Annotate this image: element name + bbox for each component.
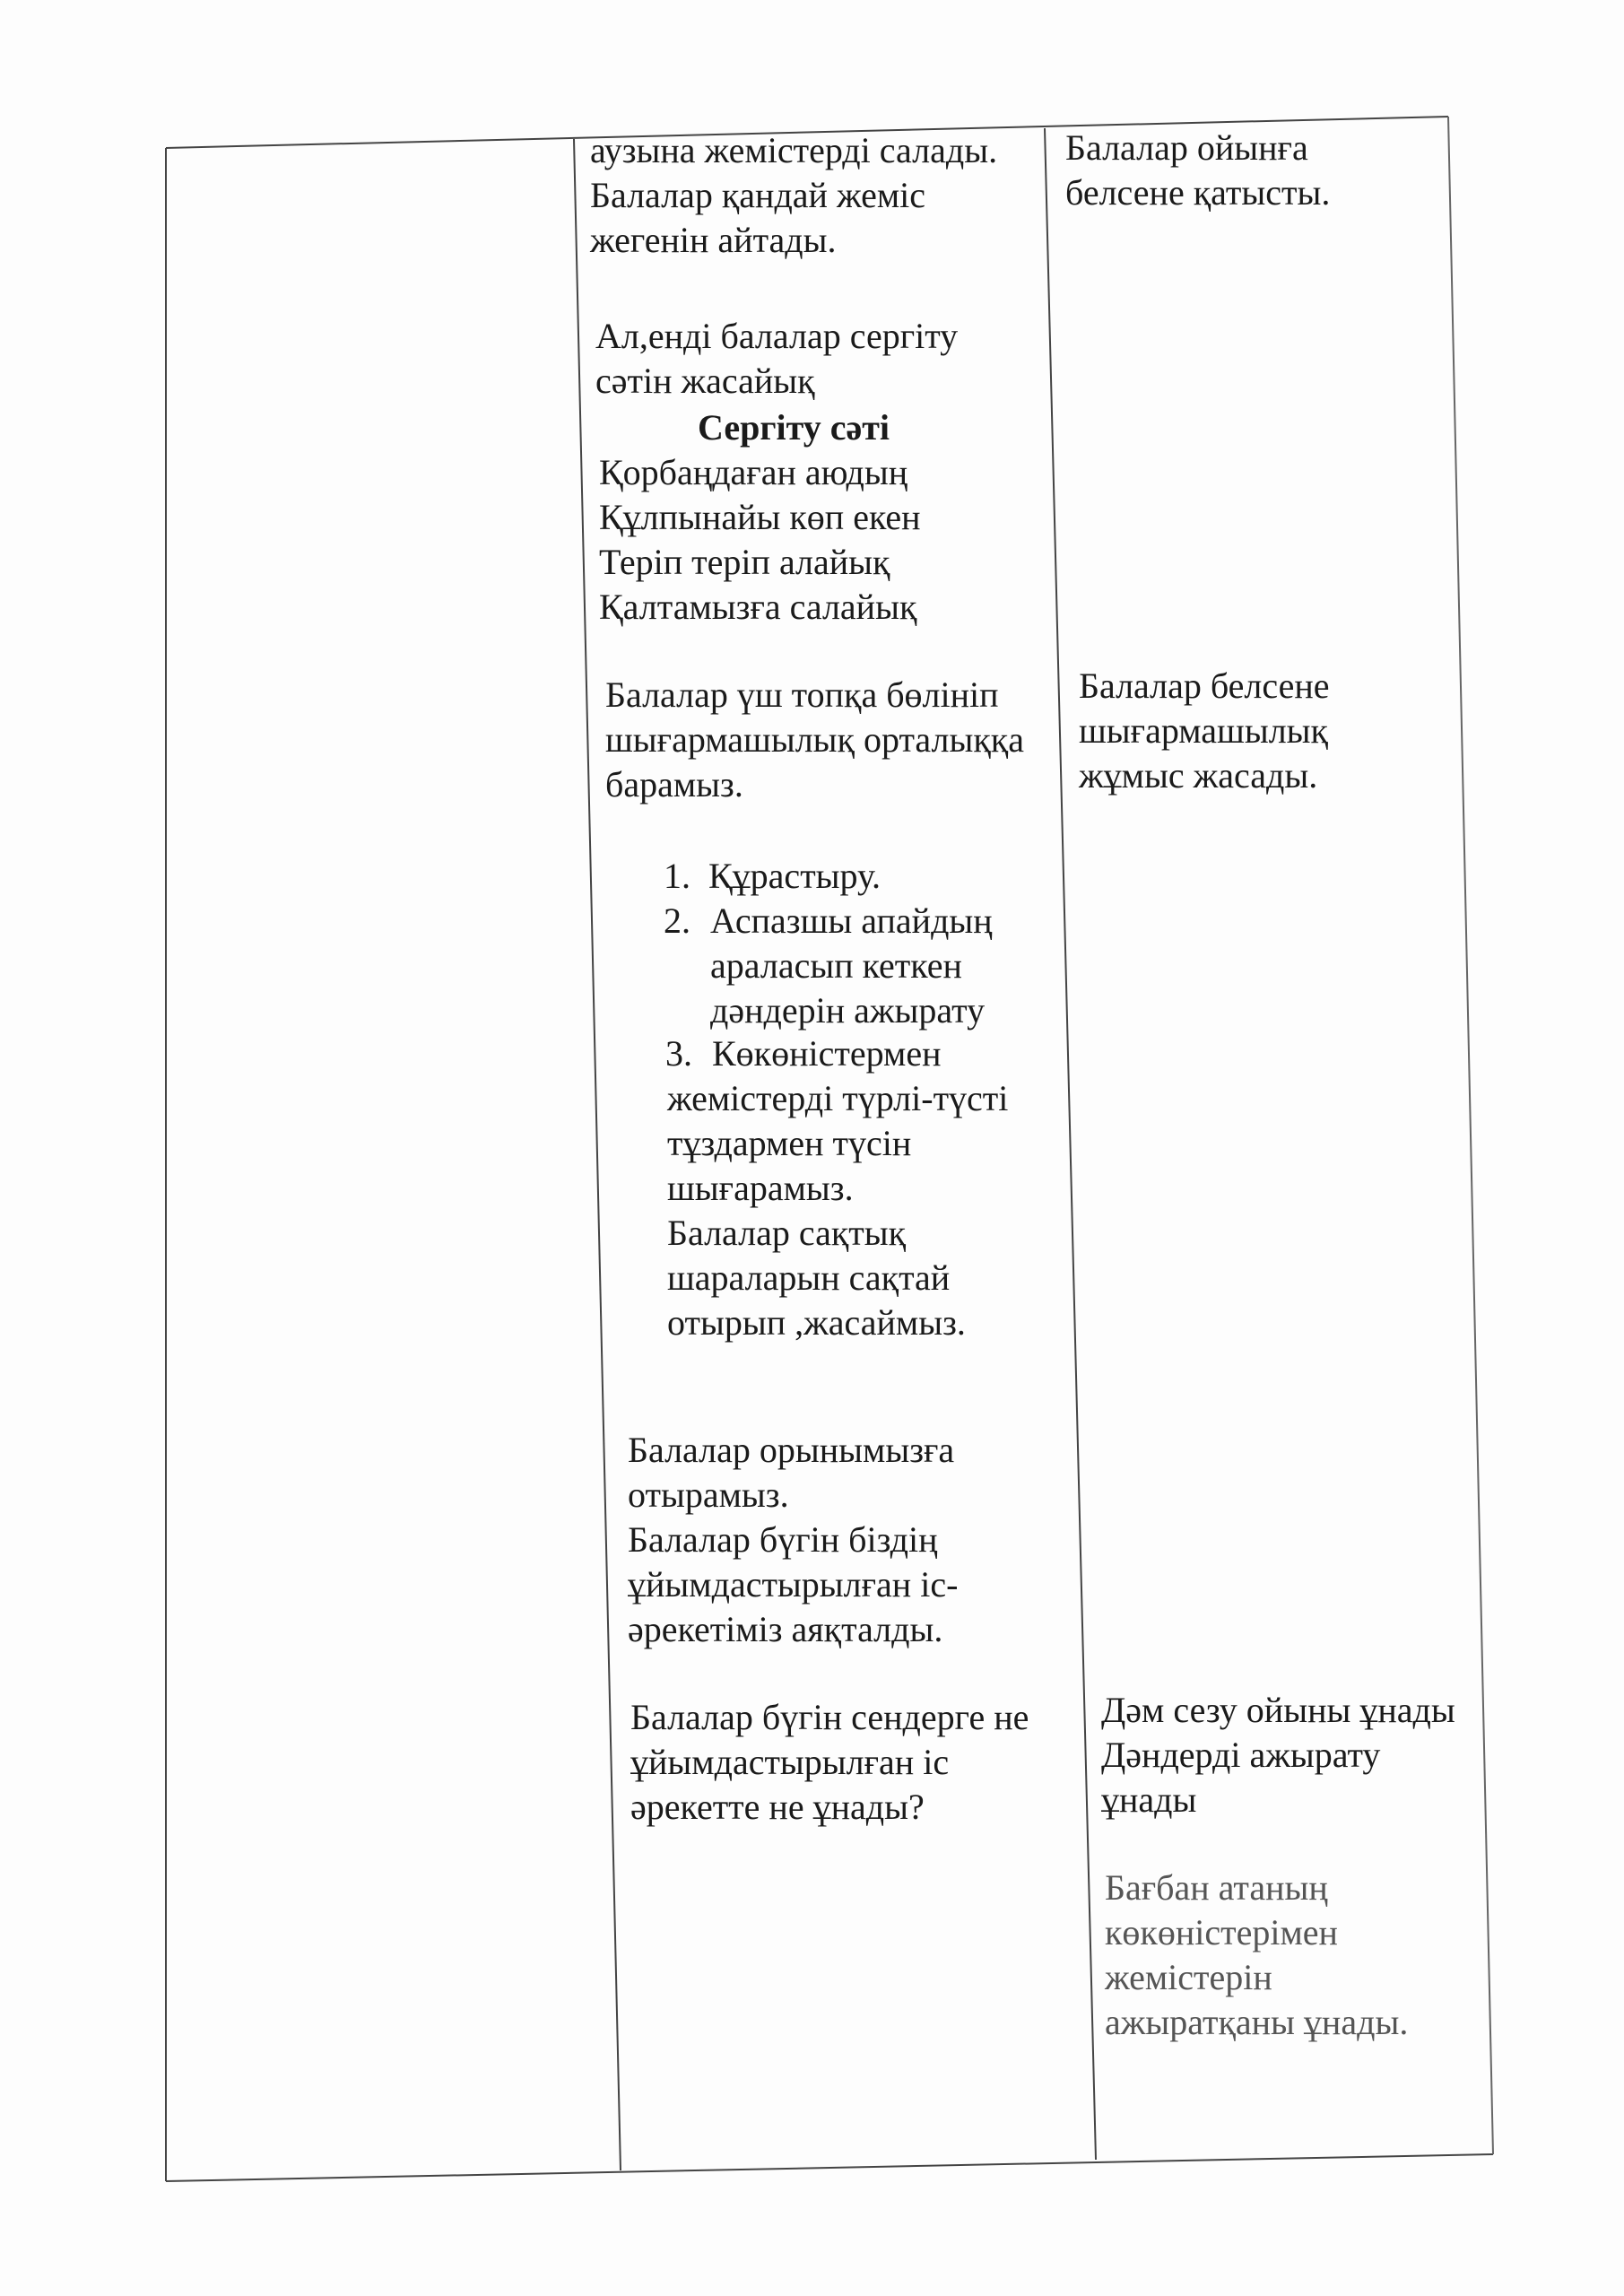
list-item: Көкөністермен	[712, 1033, 942, 1074]
middle-text-block-1: аузына жемістерді салады. Балалар қандай жеміс жегенін айтады.	[590, 130, 998, 260]
list-number: 1.	[664, 856, 690, 896]
right-text-block-1: Балалар ойынға белсене қатысты.	[1065, 127, 1331, 213]
section-heading: Сергіту сәті	[698, 407, 890, 448]
list-continuation: жемістерді түрлі-түсті тұздармен түсін шығарамыз. Балалар сақтық шараларын сақтай отырып ,жасаймыз.	[667, 1078, 1009, 1343]
list-number: 2.	[664, 900, 690, 941]
list-item: Аспазшы апайдың араласып кеткен дәндерін ажырату	[710, 900, 993, 1031]
middle-text-block-2: Ал,енді балалар сергіту сәтін жасайық	[595, 316, 959, 401]
column-divider-1	[574, 139, 621, 2170]
middle-text-block-5: Балалар бүгін сендерге не ұйымдастырылған іс әрекетте не ұнады?	[630, 1697, 1029, 1827]
list-item: Құрастыру.	[708, 856, 881, 896]
poem-text: Қорбаңдаған аюдың Құлпынайы көп екен Теріп теріп алайық Қалтамызға салайық	[599, 452, 921, 627]
middle-text-block-4: Балалар орынымызға отырамыз. Балалар бүгін біздің ұйымдастырылған іс- әрекетіміз аяқталды.	[628, 1430, 959, 1649]
table-right-border	[1448, 117, 1493, 2154]
table-bottom-border	[166, 2154, 1493, 2181]
right-text-block-2: Балалар белсене шығармашылық жұмыс жасады.	[1079, 665, 1330, 796]
middle-text-block-3: Балалар үш топқа бөлініп шығармашылық орталыққа барамыз.	[605, 674, 1024, 804]
list-number: 3.	[665, 1033, 692, 1074]
column-divider-2	[1045, 128, 1096, 2160]
right-text-block-4: Бағбан атаның көкөністерімен жемістерін ажыратқаны ұнады.	[1105, 1867, 1409, 2042]
right-text-block-3: Дәм сезу ойыны ұнады Дәндерді ажырату ұнады	[1101, 1690, 1455, 1820]
